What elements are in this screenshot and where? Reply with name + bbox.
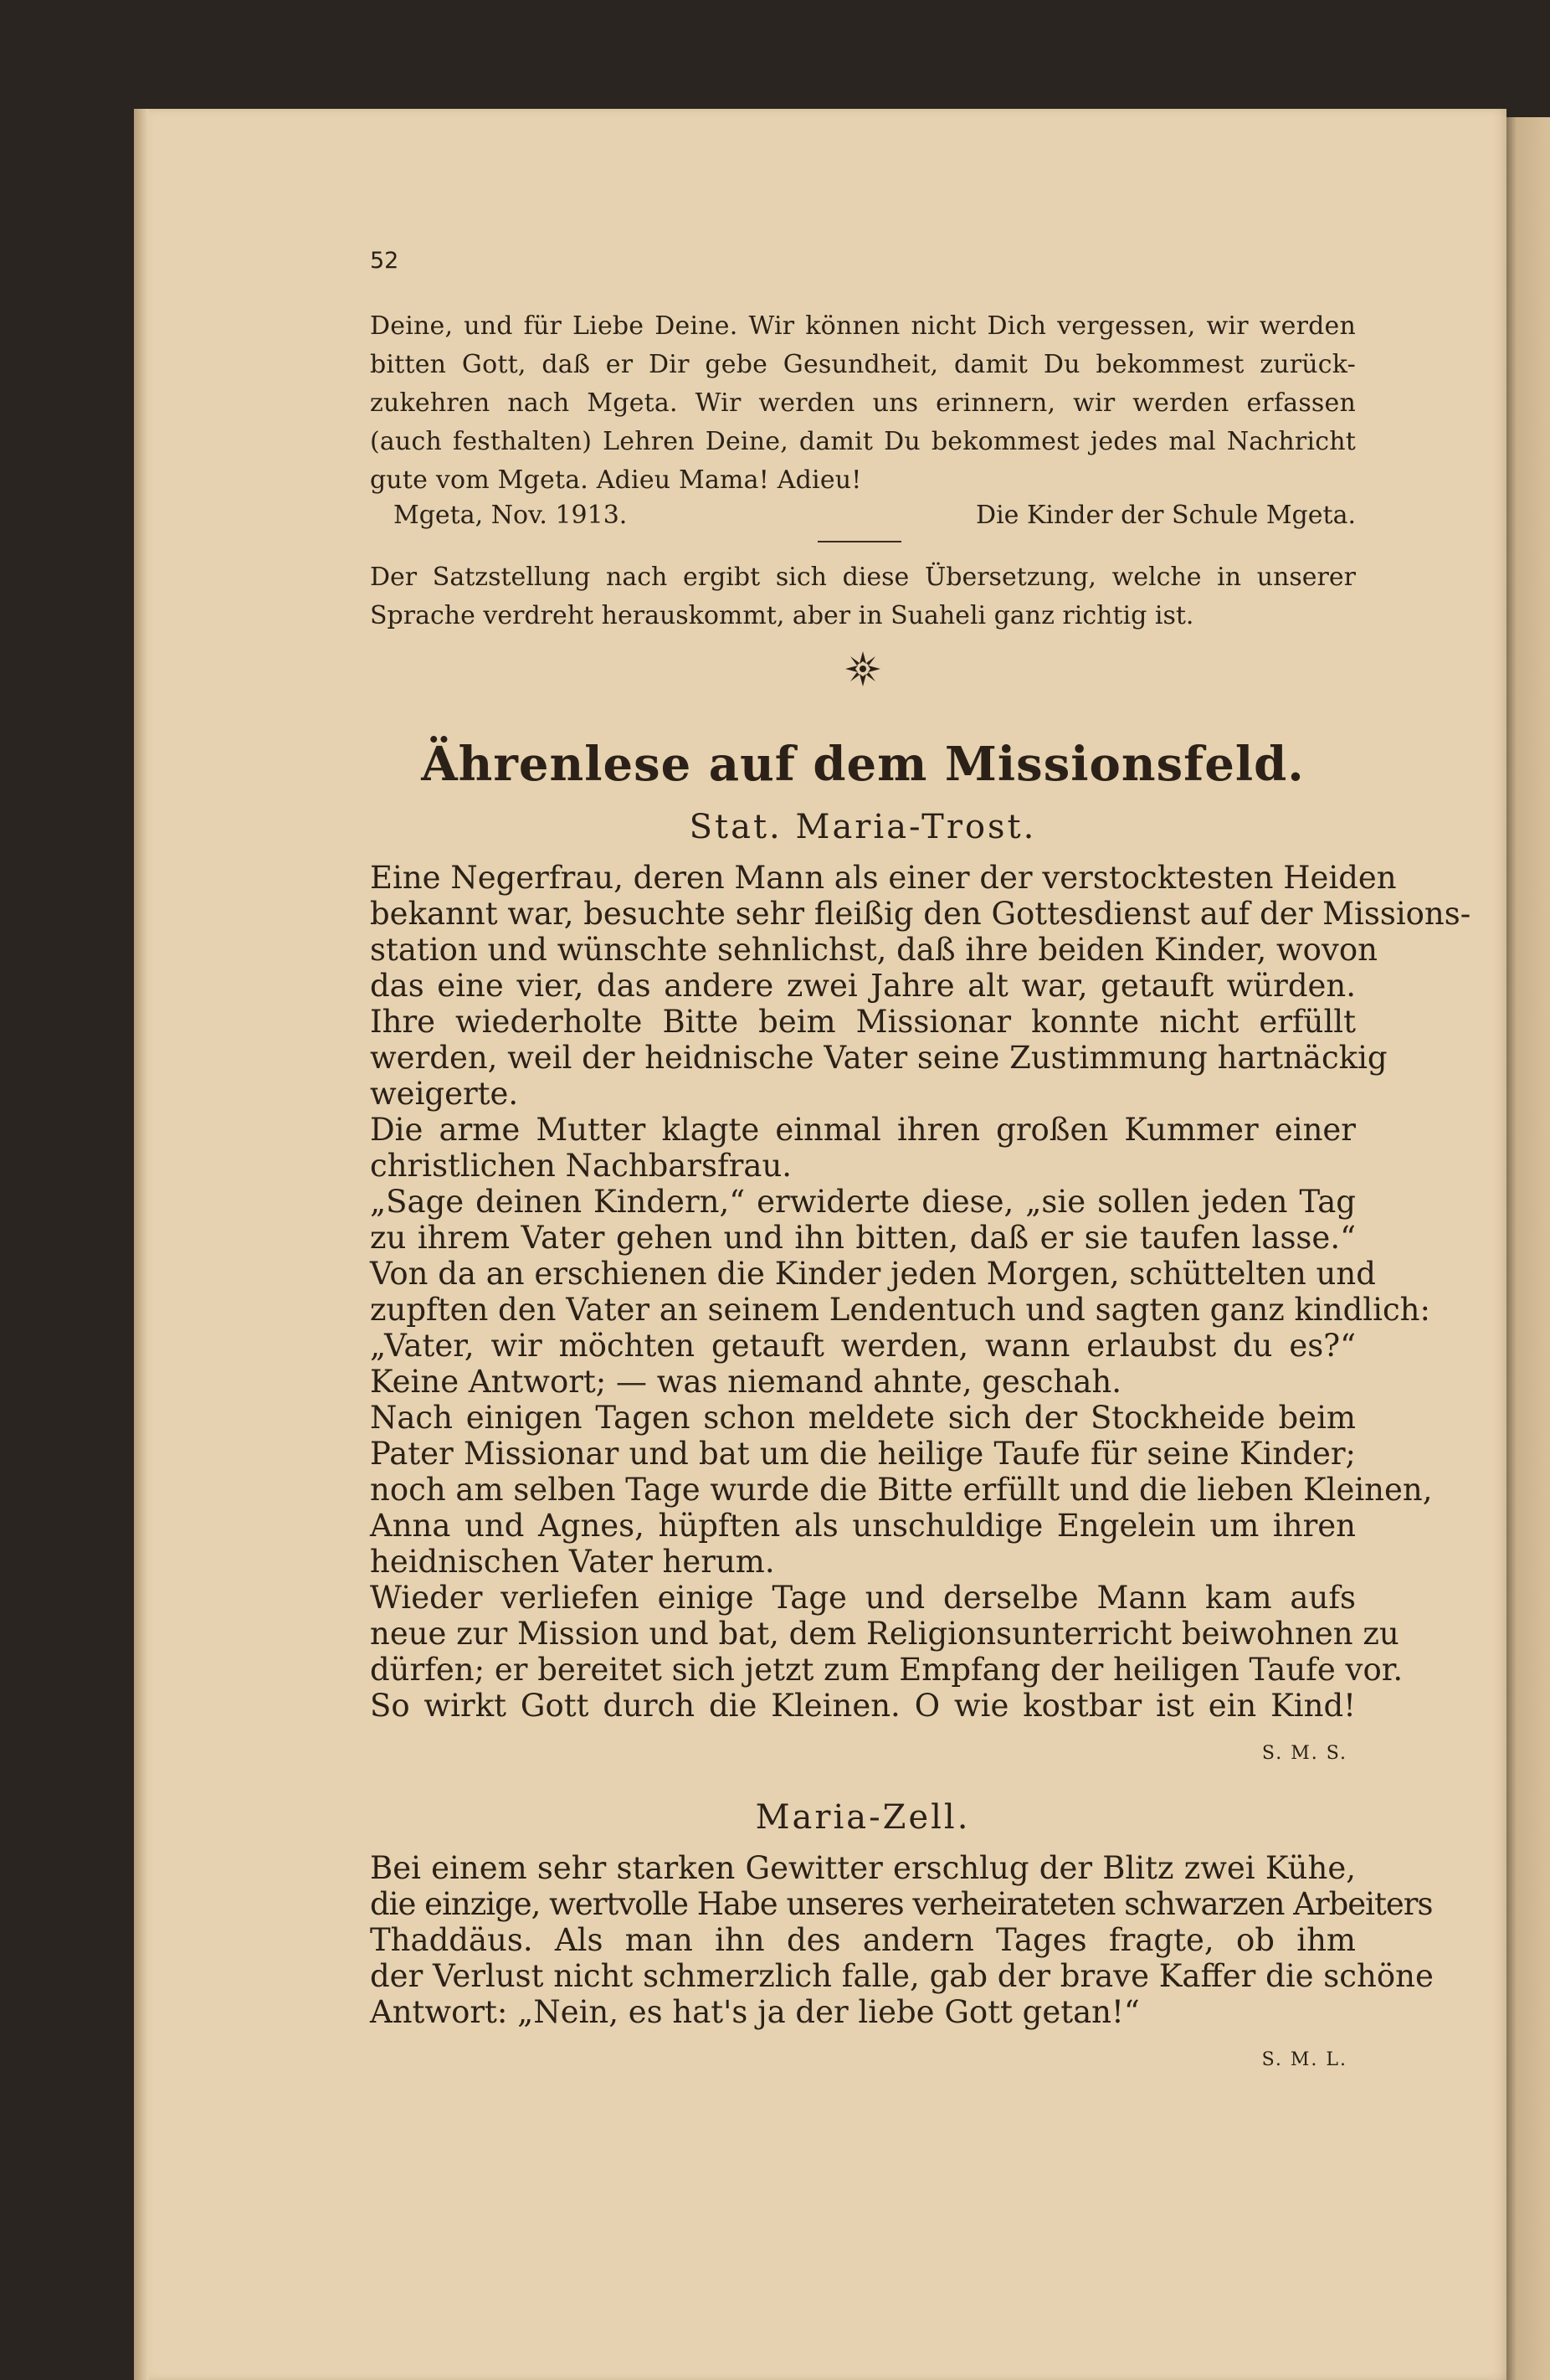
body-line: Pater Missionar und bat um die heilige Taufe für seine Kinder; <box>370 1436 1356 1472</box>
body-line: station und wünschte sehnlichst, daß ihre beiden Kinder, wovon <box>370 932 1378 968</box>
body-line: zu ihrem Vater gehen und ihn bitten, daß er sie taufen lasse.“ <box>370 1220 1356 1256</box>
letter-line: bitten Gott, daß er Dir gebe Gesundheit, damit Du bekommest zurück- <box>370 350 1356 379</box>
body-line: Antwort: „Nein, es hat's ja der liebe Gott getan!“ <box>370 1994 1140 2030</box>
body-line: Anna und Agnes, hüpften als unschuldige Engelein um ihren <box>370 1508 1356 1544</box>
body-line: weigerte. <box>370 1076 519 1112</box>
body-line: „Vater, wir möchten getauft werden, wann erlaubst du es?“ <box>370 1328 1356 1364</box>
translator-note-line: Der Satzstellung nach ergibt sich diese Übersetzung, welche in unserer <box>370 563 1356 592</box>
article-title: Ährenlese auf dem Missionsfeld. <box>421 737 1305 792</box>
body-line: Thaddäus. Als man ihn des andern Tages fragte, ob ihm <box>370 1922 1356 1958</box>
body-line: die einzige, wertvolle Habe unseres verheirateten schwarzen Arbeiters <box>370 1886 1433 1922</box>
body-line: noch am selben Tage wurde die Bitte erfüllt und die lieben Kleinen, <box>370 1472 1433 1508</box>
letter-line: zukehren nach Mgeta. Wir werden uns erinnern, wir werden erfassen <box>370 388 1356 418</box>
body-line: der Verlust nicht schmerzlich falle, gab der brave Kaffer die schöne <box>370 1958 1434 1994</box>
divider-rule <box>818 541 901 542</box>
letter-line: Deine, und für Liebe Deine. Wir können nicht Dich vergessen, wir werden <box>370 311 1356 341</box>
body-line: neue zur Mission und bat, dem Religionsunterricht beiwohnen zu <box>370 1616 1399 1652</box>
body-line: Bei einem sehr starken Gewitter erschlug der Blitz zwei Kühe, <box>370 1850 1356 1886</box>
ornament-icon <box>844 650 882 688</box>
body-line: das eine vier, das andere zwei Jahre alt war, getauft würden. <box>370 968 1356 1004</box>
body-line: So wirkt Gott durch die Kleinen. O wie kostbar ist ein Kind! <box>370 1688 1356 1724</box>
body-line: „Sage deinen Kindern,“ erwiderte diese, „sie sollen jeden Tag <box>370 1184 1356 1220</box>
body-line: werden, weil der heidnische Vater seine Zustimmung hartnäckig <box>370 1040 1388 1076</box>
body-line: bekannt war, besuchte sehr fleißig den Gottesdienst auf der Missions- <box>370 896 1471 932</box>
body-line: heidnischen Vater herum. <box>370 1544 775 1580</box>
letter-line: gute vom Mgeta. Adieu Mama! Adieu! <box>370 465 862 495</box>
body-line: Die arme Mutter klagte einmal ihren großen Kummer einer <box>370 1112 1356 1148</box>
body-line: Wieder verliefen einige Tage und derselbe Mann kam aufs <box>370 1580 1356 1616</box>
body-line: Keine Antwort; — was niemand ahnte, geschah. <box>370 1364 1122 1400</box>
adjacent-page-edge <box>1502 117 1550 2380</box>
body-line: Eine Negerfrau, deren Mann als einer der verstocktesten Heiden <box>370 860 1397 896</box>
body-line: zupften den Vater an seinem Lendentuch und sagten ganz kindlich: <box>370 1292 1430 1328</box>
body-line: Von da an erschienen die Kinder jeden Morgen, schüttelten und <box>370 1256 1376 1292</box>
page-number: 52 <box>370 248 399 274</box>
body-line: christlichen Nachbarsfrau. <box>370 1148 793 1184</box>
section-heading: Stat. Maria-Trost. <box>689 808 1037 846</box>
author-initials: S. M. L. <box>1261 2049 1347 2070</box>
page-gutter-shadow <box>134 109 149 2380</box>
body-line: Ihre wiederholte Bitte beim Missionar konnte nicht erfüllt <box>370 1004 1356 1040</box>
body-line: Nach einigen Tagen schon meldete sich der Stockheide beim <box>370 1400 1356 1436</box>
section-heading: Maria-Zell. <box>755 1798 971 1837</box>
author-initials: S. M. S. <box>1261 1743 1347 1764</box>
translator-note-line: Sprache verdreht herauskommt, aber in Suaheli ganz richtig ist. <box>370 601 1194 630</box>
body-line: dürfen; er bereitet sich jetzt zum Empfang der heiligen Taufe vor. <box>370 1652 1404 1688</box>
letter-signature: Die Kinder der Schule Mgeta. <box>976 501 1356 530</box>
letter-place-date: Mgeta, Nov. 1913. <box>393 501 628 530</box>
letter-line: (auch festhalten) Lehren Deine, damit Du bekommest jedes mal Nachricht <box>370 427 1356 456</box>
